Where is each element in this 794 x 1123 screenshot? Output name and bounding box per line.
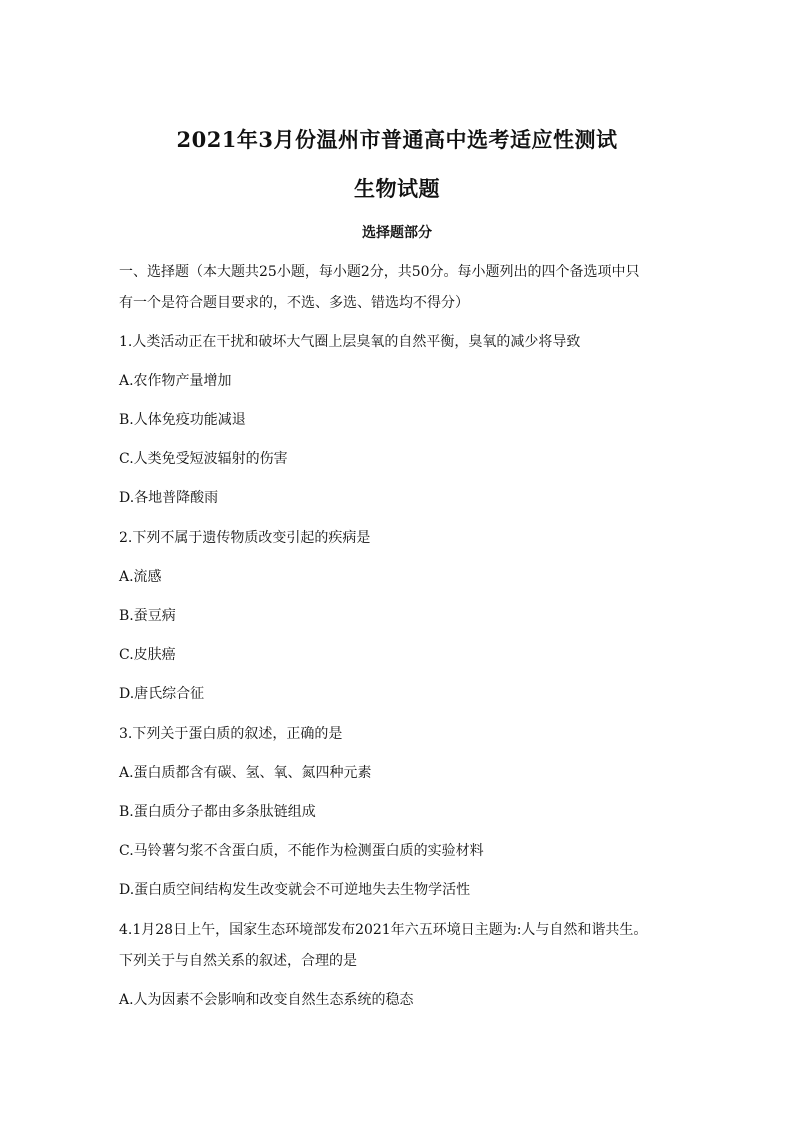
question-2-stem: 2.下列不属于遗传物质改变引起的疾病是	[119, 530, 371, 546]
instructions-line-2: 有一个是符合题目要求的，不选、多选、错选均不得分）	[119, 295, 469, 311]
question-2-option-c: C.皮肤癌	[119, 647, 176, 663]
question-1-option-a: A.农作物产量增加	[119, 373, 232, 389]
question-3-stem: 3.下列关于蛋白质的叙述，正确的是	[119, 726, 343, 742]
question-4-stem-line-1: 4.1月28日上午，国家生态环境部发布2021年六五环境日主题为:人与自然和谐共生。	[119, 922, 648, 938]
instructions-line-1: 一、选择题（本大题共25小题，每小题2分，共50分。每小题列出的四个备选项中只	[119, 264, 640, 280]
subject-title: 生物试题	[354, 176, 440, 201]
question-1-stem: 1.人类活动正在干扰和破坏大气圈上层臭氧的自然平衡，臭氧的减少将导致	[119, 334, 581, 350]
question-3-option-b: B.蛋白质分子都由多条肽链组成	[119, 804, 316, 820]
question-4-option-a: A.人为因素不会影响和改变自然生态系统的稳态	[119, 992, 414, 1008]
question-2-option-d: D.唐氏综合征	[119, 686, 205, 702]
question-3-option-a: A.蛋白质都含有碳、氢、氧、氮四种元素	[119, 765, 372, 781]
section-title: 选择题部分	[362, 225, 432, 241]
question-1-option-c: C.人类免受短波辐射的伤害	[119, 451, 288, 467]
question-3-option-c: C.马铃薯匀浆不含蛋白质，不能作为检测蛋白质的实验材料	[119, 843, 484, 859]
question-4-stem-line-2: 下列关于与自然关系的叙述，合理的是	[119, 953, 357, 969]
question-2-option-a: A.流感	[119, 569, 162, 585]
question-2-option-b: B.蚕豆病	[119, 608, 176, 624]
question-1-option-b: B.人体免疫功能减退	[119, 412, 246, 428]
exam-title: 2021年3月份温州市普通高中选考适应性测试	[176, 127, 618, 152]
question-3-option-d: D.蛋白质空间结构发生改变就会不可逆地失去生物学活性	[119, 882, 471, 898]
question-1-option-d: D.各地普降酸雨	[119, 490, 219, 506]
